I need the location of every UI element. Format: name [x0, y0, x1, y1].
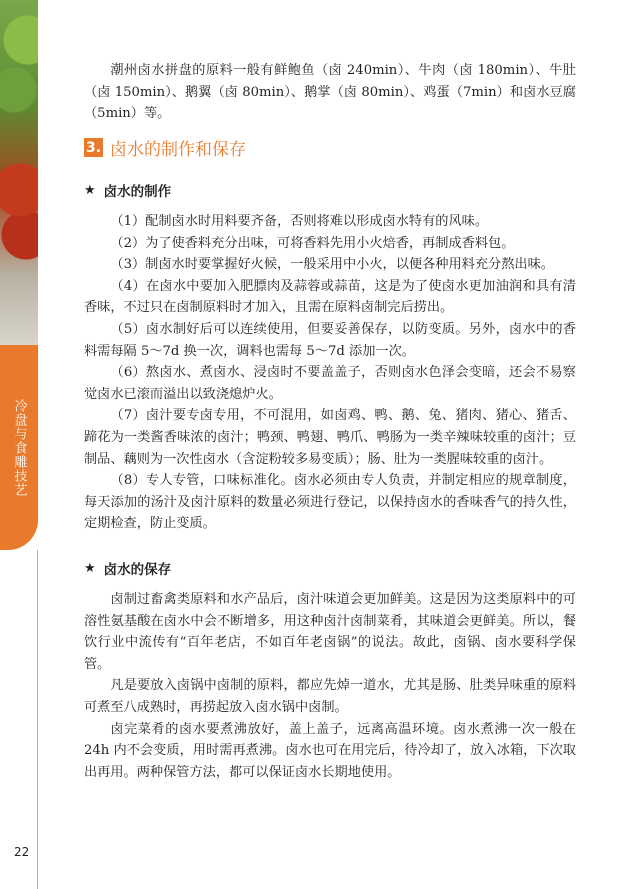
- intro-paragraph: 潮州卤水拼盘的原料一般有鲜鲍鱼（卤 240min）、牛肉（卤 180min）、牛肚（卤 150min）、鹅翼（卤 80min）、鹅掌（卤 80min）、鸡蛋（7min）和卤水豆腐（5min）等。: [84, 63, 576, 122]
- list-item: （3）制卤水时要掌握好火候，一般采用中小火，以便各种用料充分熬出味。: [110, 257, 554, 273]
- list-item: （5）卤水制好后可以连续使用，但要妥善保存，以防变质。另外，卤水中的香料需每隔 5～7d 换一次，调料也需每 5～7d 添加一次。: [84, 321, 576, 359]
- storage-block: [84, 589, 576, 783]
- chapter-tab-label: 冷盘与食雕技艺: [11, 398, 27, 497]
- storage-paragraph: 卤制过畜禽类原料和水产品后，卤汁味道会更加鲜美。这是因为这类原料中的可溶性氨基酸在卤水中会不断增多，用这种卤汁卤制菜肴，其味道会更鲜美。所以，餐饮行业中流传有“百年老店，不如百年老卤锅”的说法。故此，卤锅、卤水要科学保管。: [84, 592, 576, 672]
- making-heading: [84, 180, 171, 200]
- section-title: [84, 135, 246, 160]
- section-number-badge: 3.: [85, 139, 102, 156]
- list-item: （2）为了使香料充分出味，可将香料先用小火焙香，再制成香料包。: [110, 235, 515, 251]
- storage-paragraph: 卤完菜肴的卤水要煮沸放好，盖上盖子，远离高温环境。卤水煮沸一次一般在 24h 内不会变质，用时需再煮沸。卤水也可在用完后，待冷却了，放入冰箱，下次取出再用。两种保管方法，都可以保证卤水长期地使用。: [84, 721, 576, 780]
- list-item: （8）专人专管，口味标准化。卤水必须由专人负责，并制定相应的规章制度，每天添加的汤汁及卤汁原料的数量必须进行登记，以保持卤水的香味香气的持久性，定期检查，防止变质。: [84, 473, 576, 532]
- star-icon: ★: [84, 560, 96, 576]
- page-number: 22: [14, 845, 30, 859]
- star-icon: ★: [84, 182, 96, 198]
- intro-block: [84, 60, 576, 125]
- chapter-tab: [0, 345, 38, 550]
- sidebar-divider: [37, 550, 38, 889]
- storage-paragraph: 凡是要放入卤锅中卤制的原料，都应先焯一道水，尤其是肠、肚类异味重的原料可煮至八成熟时，再捞起放入卤水锅中卤制。: [84, 678, 576, 715]
- sidebar: [0, 0, 38, 889]
- list-item: （1）配制卤水时用料要齐备，否则将难以形成卤水特有的风味。: [110, 214, 489, 229]
- list-item: （6）熬卤水、煮卤水、浸卤时不要盖盖子，否则卤水色泽会变暗，还会不易察觉卤水已滚而溢出以致浇熄炉火。: [84, 365, 576, 402]
- storage-heading-text: 卤水的保存: [103, 562, 172, 578]
- list-item: （7）卤汁要专卤专用，不可混用，如卤鸡、鸭、鹅、兔、猪肉、猪心、猪舌、蹄花为一类酱香味浓的卤汁；鸭颈、鸭翅、鸭爪、鸭肠为一类辛辣味较重的卤汁；豆制品、藕则为一次性卤水（含淀粉较多易变质）；肠、肚为一类腥味较重的卤汁。: [84, 408, 576, 467]
- storage-heading: [84, 558, 171, 578]
- vegetables-photo-icon: [0, 0, 38, 345]
- making-heading-text: 卤水的制作: [103, 184, 172, 200]
- making-list: [84, 211, 576, 535]
- list-item: （4）在卤水中要加入肥膘肉及蒜蓉或蒜苗，这是为了使卤水更加油润和具有清香味，不过只在卤制原料时才加入，且需在原料卤制完后捞出。: [84, 278, 576, 316]
- section-heading: 卤水的制作和保存: [110, 140, 246, 160]
